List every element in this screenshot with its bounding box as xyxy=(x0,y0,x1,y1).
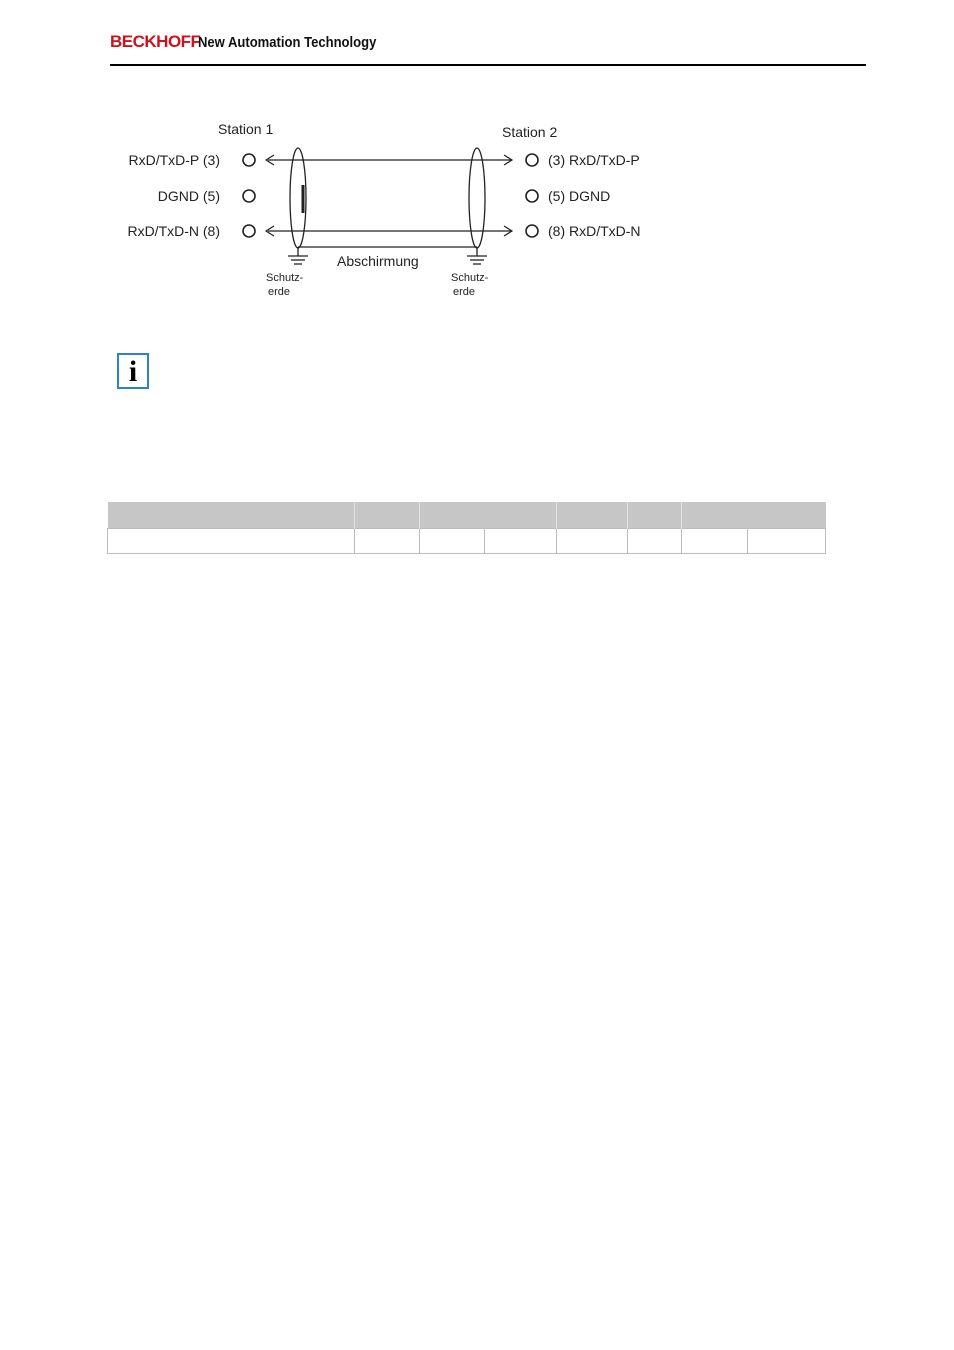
table-header-cell xyxy=(557,502,628,529)
ground-left-label-2: erde xyxy=(268,286,291,298)
table-header-cell xyxy=(628,502,682,529)
shield-label: Abschirmung xyxy=(337,253,419,269)
shield-ellipse-right xyxy=(469,148,485,248)
wiring-diagram-svg xyxy=(120,110,660,310)
right-label-n: (8) RxD/TxD-N xyxy=(548,223,641,239)
info-symbol: i xyxy=(128,355,138,388)
cable-shield xyxy=(290,148,485,248)
table-cell xyxy=(355,529,420,554)
left-terminal-p xyxy=(243,154,255,166)
table-header-cell xyxy=(355,502,420,529)
right-terminal-dgnd xyxy=(526,190,538,202)
station2-label: Station 2 xyxy=(502,124,558,140)
table-cell xyxy=(420,529,485,554)
right-label-dgnd: (5) DGND xyxy=(548,188,611,204)
wiring-diagram xyxy=(120,110,660,310)
table-header-cell xyxy=(108,502,355,529)
station1-label: Station 1 xyxy=(218,121,274,137)
table-cell xyxy=(628,529,682,554)
table-header-cell xyxy=(420,502,557,529)
table-cell xyxy=(748,529,826,554)
data-table xyxy=(107,502,826,554)
page-header xyxy=(110,30,866,66)
info-note-icon xyxy=(117,353,149,389)
right-terminal-n xyxy=(526,225,538,237)
ground-right-label-1: Schutz- xyxy=(451,272,489,284)
table-cell xyxy=(485,529,557,554)
right-label-p: (3) RxD/TxD-P xyxy=(548,152,640,168)
brand-tagline: New Automation Technology xyxy=(198,35,377,51)
table-header-cell xyxy=(682,502,826,529)
table-cell xyxy=(682,529,748,554)
left-label-p: RxD/TxD-P (3) xyxy=(128,152,220,168)
ground-right-icon xyxy=(467,247,487,264)
left-terminal-dgnd xyxy=(243,190,255,202)
ground-left-icon xyxy=(288,247,308,264)
table-header-row xyxy=(108,502,826,529)
ground-left-label-1: Schutz- xyxy=(266,272,304,284)
ground-right-label-2: erde xyxy=(453,286,476,298)
left-label-dgnd: DGND (5) xyxy=(157,188,220,204)
table-row xyxy=(108,529,826,554)
left-terminal-n xyxy=(243,225,255,237)
right-terminal-p xyxy=(526,154,538,166)
brand-logo: BECKHOFF xyxy=(110,32,201,51)
table-cell xyxy=(108,529,355,554)
table-cell xyxy=(557,529,628,554)
left-label-n: RxD/TxD-N (8) xyxy=(127,223,220,239)
